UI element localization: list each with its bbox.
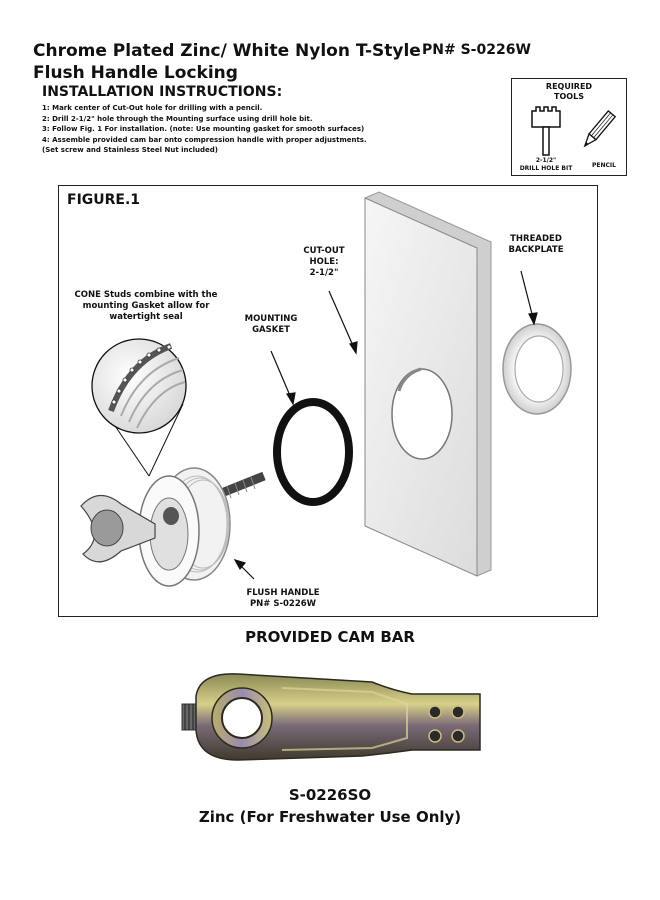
cam-bar-heading: PROVIDED CAM BAR: [245, 628, 415, 646]
cone-stud-note: [65, 290, 227, 323]
pencil-caption: PENCIL: [592, 162, 616, 169]
backplate-label-line-2: BACKPLATE: [508, 245, 564, 255]
required-tools-heading: [512, 82, 626, 102]
cam-bar-description: Zinc (For Freshwater Use Only): [198, 808, 462, 826]
tools-heading-line-2: TOOLS: [554, 92, 584, 101]
pencil-icon: [576, 109, 620, 153]
cam-bar-sku: S-0226SO: [288, 786, 372, 804]
cam-bar-illustration: [182, 668, 482, 768]
tools-heading-line-1: REQUIRED: [545, 82, 593, 91]
cutout-label: [287, 246, 361, 279]
gasket-label-line-1: MOUNTING: [244, 314, 298, 324]
drill-bit-icon: [526, 107, 566, 157]
instruction-step: 2: Drill 2-1/2" hole through the Mounting surface using drill hole bit.: [42, 114, 313, 123]
part-number: PN# S-0226W: [422, 42, 531, 58]
threaded-backplate: [503, 324, 571, 414]
cone-note-line-3: watertight seal: [109, 312, 183, 322]
cone-note-line-1: CONE Studs combine with the: [74, 290, 218, 300]
handle-label-line-2: PN# S-0226W: [249, 599, 317, 609]
mounting-gasket: [277, 402, 349, 502]
instruction-step: 3: Follow Fig. 1 For installation. (note: Use mounting gasket for smooth surfaces): [42, 125, 365, 133]
title-line-1: Chrome Plated Zinc/ White Nylon T-Style: [33, 41, 421, 61]
instruction-step: 4: Assemble provided cam bar onto compression handle with proper adjustments.: [42, 135, 367, 144]
instruction-step: 1: Mark center of Cut-Out hole for drilling with a pencil.: [42, 104, 263, 112]
instruction-step: (Set screw and Stainless Steel Nut included): [42, 146, 218, 154]
flush-handle-label: [241, 588, 325, 610]
gasket-label: [231, 314, 311, 336]
flush-handle: [81, 468, 264, 586]
cutout-label-line-1: CUT-OUT: [303, 246, 345, 256]
gasket-label-line-2: GASKET: [252, 325, 290, 335]
backplate-label: [491, 234, 581, 256]
title-line-2: Flush Handle Locking: [33, 63, 238, 83]
backplate-label-line-1: THREADED: [510, 234, 562, 244]
figure-title: FIGURE.1: [67, 192, 141, 208]
drill-size: 2-1/2": [535, 157, 557, 164]
cone-stud-zoom: [92, 339, 186, 476]
drill-label: DRILL HOLE BIT: [519, 165, 573, 172]
instruction-steps: [42, 103, 462, 156]
mounting-panel: [365, 192, 491, 576]
required-tools-box: [511, 78, 627, 176]
drill-bit-caption: [514, 157, 578, 173]
cutout-label-line-3: 2-1/2": [309, 268, 339, 278]
figure-1: [58, 185, 598, 617]
cone-note-line-2: mounting Gasket allow for: [82, 301, 210, 311]
cutout-label-line-2: HOLE:: [309, 257, 339, 267]
instructions-heading: INSTALLATION INSTRUCTIONS:: [42, 84, 283, 100]
handle-label-line-1: FLUSH HANDLE: [246, 588, 320, 598]
